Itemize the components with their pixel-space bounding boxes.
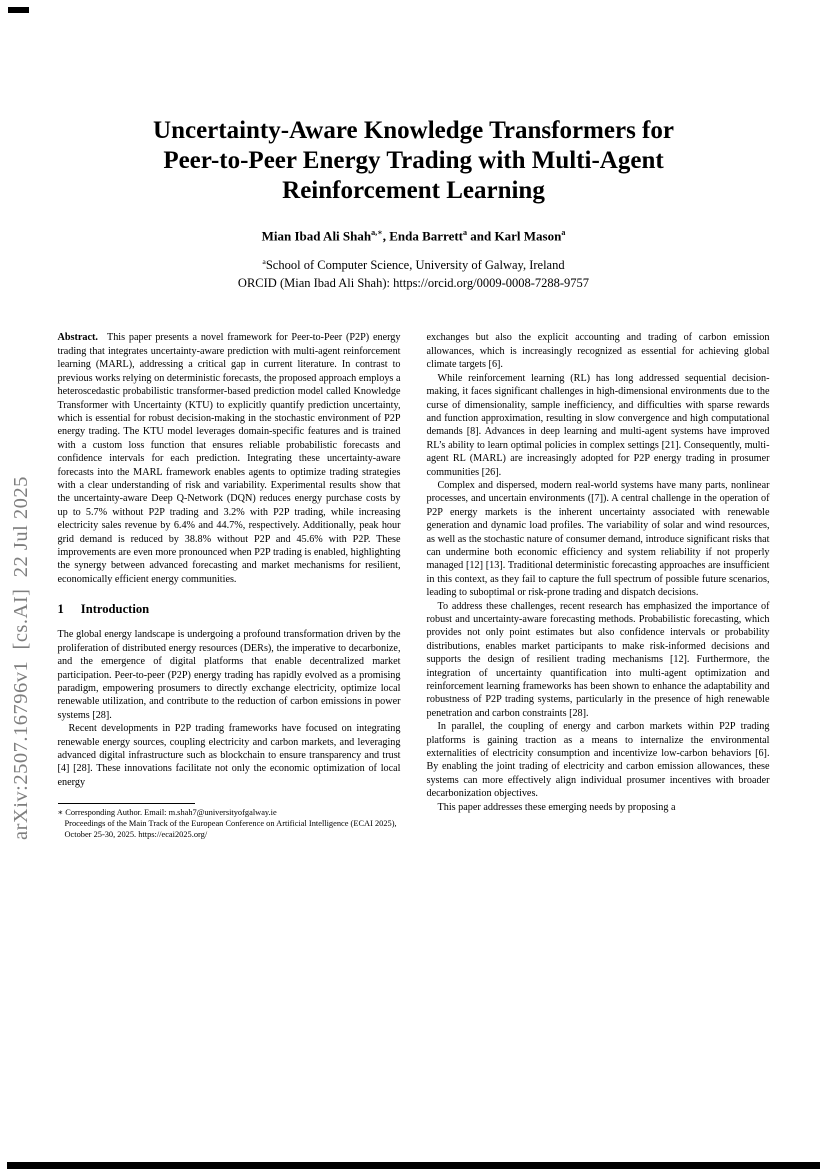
author-name-2: Enda Barrett: [389, 228, 464, 244]
author-separator-and: and: [467, 228, 495, 244]
author-affmark-3: a: [561, 228, 566, 237]
body-paragraph-4: To address these challenges, recent research has emphasized the importance of robust and uncertainty-aware forecasting methods. Probabilistic forecasting, which provides not only point estimates but also confidence intervals or probability distributions, enables market participants to make risk-informed decisions and supports the design of resilient trading mechanisms [12]. Furthermore, the integration of uncertainty quantification into multi-agent optimization and reinforcement learning frameworks has been shown to enhance the adaptability and robustness of P2P trading systems, particularly in the presence of high renewable penetration and carbon constraints [28].: [426, 600, 770, 719]
intro-paragraph-2: Recent developments in P2P trading frameworks have focused on integrating renewable energy sources, coupling electricity and carbon markets, and leveraging advanced digital infrastructure such as blockchain to ensure transparency and trust [4] [28]. These innovations facilitate not only the economic optimization of local energy: [57, 723, 401, 788]
author-affmark-1: a,∗: [371, 228, 383, 237]
arxiv-watermark: arXiv:2507.16796v1 [cs.AI] 22 Jul 2025: [10, 476, 32, 840]
author-separator-comma: ,: [382, 228, 390, 244]
right-column: [427, 331, 770, 840]
bottom-edge-bar: [7, 1162, 820, 1169]
abstract-label: Abstract.: [57, 332, 98, 344]
author-affmark-2: a: [463, 228, 468, 237]
paper-title-line-2: Peer-to-Peer Energy Trading with Multi-Agent: [163, 147, 664, 174]
body-paragraph-2: While reinforcement learning (RL) has long addressed sequential decision-making, it faces significant challenges in high-dimensional environments due to the curse of dimensionality, sample inefficiency, and difficulties with sparse rewards and function approximation, resulting in slow convergence and high computational demands [8]. Advances in deep learning and multi-agent systems have improved RL’s ability to learn optimal policies in complex settings [21]. Consequently, multi-agent RL (MARL) are increasingly adopted for P2P energy trading in prosumer communities [26].: [426, 372, 770, 478]
footnote-proceedings: [58, 819, 401, 841]
orcid-link[interactable]: https://orcid.org/0009-0008-7288-9757: [393, 276, 590, 291]
paper-title: [0, 116, 827, 206]
author-name-1: Mian Ibad Ali Shah: [261, 228, 372, 244]
affiliation-mark: a: [262, 257, 266, 267]
body-paragraph-5: In parallel, the coupling of energy and carbon markets within P2P trading platforms is gaining traction as a means to internalize the environmental externalities of electricity consumption and incentivize low-carbon behaviors [6]. By enabling the joint trading of electricity and carbon emission allowances, these systems can more effectively align individual prosumer incentives with broader decarbonization objectives.: [426, 721, 770, 800]
top-left-scan-artifact: [8, 7, 29, 13]
section-heading-introduction: [58, 602, 401, 617]
corresponding-author-email-link[interactable]: m.shah7@universityofgalway.ie: [168, 808, 277, 818]
section-title: Introduction: [80, 602, 150, 617]
footnote-divider: [58, 803, 195, 804]
body-paragraph-1: exchanges but also the explicit accounting and trading of carbon emission allowances, which is increasingly recognized as essential for achieving global climate targets [6].: [426, 332, 770, 371]
paper-title-line-3: Reinforcement Learning: [282, 177, 545, 204]
affiliation-line: [0, 257, 827, 273]
orcid-label: ORCID (Mian Ibad Ali Shah):: [237, 276, 394, 291]
abstract-text: This paper presents a novel framework for Peer-to-Peer (P2P) energy trading that integrates uncertainty-aware prediction with multi-agent reinforcement learning (MARL), addressing a critical gap in current literature. In contrast to previous works relying on deterministic forecasts, the proposed approach employs a heteroscedastic probabilistic transformer-based prediction model called Knowledge Transformer with Uncertainty (KTU) to explicitly quantify prediction uncertainty, which is essential for robust decision-making in the stochastic environment of P2P energy trading. The KTU model leverages domain-specific features and is trained with a custom loss function that ensures reliable probabilistic forecasts and confidence intervals for each prediction. Integrating these uncertainty-aware forecasts into the MARL framework enables agents to optimize trading strategies with a clear understanding of risk and variability. Experimental results show that the uncertainty-aware Deep Q-Network (DQN) reduces energy purchase costs by up to 5.7% without P2P trading and 3.2% with P2P trading, while increasing electricity sales revenue by 6.4% and 44.7%, respectively. Additionally, peak hour grid demand is reduced by 38.8% without P2P and 45.6% with P2P. These improvements are even more pronounced when P2P trading is enabled, highlighting the synergy between advanced forecasting and market mechanisms for resilient, economically efficient energy communities.: [57, 332, 401, 585]
abstract: [58, 331, 401, 586]
two-column-body: [58, 331, 770, 840]
paper-title-line-1: Uncertainty-Aware Knowledge Transformers for: [153, 117, 674, 144]
body-paragraph-6: This paper addresses these emerging needs by proposing a: [437, 801, 676, 813]
ecai-conference-link[interactable]: https://ecai2025.org/: [138, 829, 208, 839]
orcid-line: [0, 276, 827, 291]
footnote-proceedings-text: Proceedings of the Main Track of the European Conference on Artificial Intelligence (ECAI 2025), October 25-30, 2025.: [64, 818, 397, 839]
author-name-3: Karl Mason: [494, 228, 562, 244]
footnote-corresponding-text: ∗ Corresponding Author. Email:: [57, 808, 169, 818]
body-paragraph-3: Complex and dispersed, modern real-world systems have many parts, nonlinear processes, and uncertain environments ([7]). A central challenge in the operation of P2P energy markets is the inherent uncertainty associated with renewable generation and dynamic load profiles. The variability of solar and wind resources, as well as the stochastic nature of consumer demand, introduce significant risks that can undermine both economic efficiency and system reliability if not properly managed [12] [13]. Traditional deterministic forecasting approaches are insufficient in this context, as they fail to capture the full spectrum of possible future scenarios, leading to suboptimal or risk-prone trading and dispatch decisions.: [426, 479, 770, 599]
affiliation-text: School of Computer Science, University of Galway, Ireland: [265, 258, 565, 273]
footnote-corresponding-author: [58, 808, 401, 819]
left-column: [58, 331, 401, 840]
footnotes: [58, 803, 401, 840]
section-number: 1: [57, 602, 64, 617]
authors-line: [0, 227, 827, 244]
intro-paragraph-1: The global energy landscape is undergoing a profound transformation driven by the proliferation of distributed energy resources (DERs), the imperative to decarbonize, and the emergence of digital platforms that enable decentralized market participation. Peer-to-peer (P2P) energy trading has rapidly evolved as a promising paradigm, empowering prosumers to directly exchange electricity, optimize local renewable utilization, and contribute to the reduction of carbon emissions in power systems [28].: [57, 629, 401, 721]
